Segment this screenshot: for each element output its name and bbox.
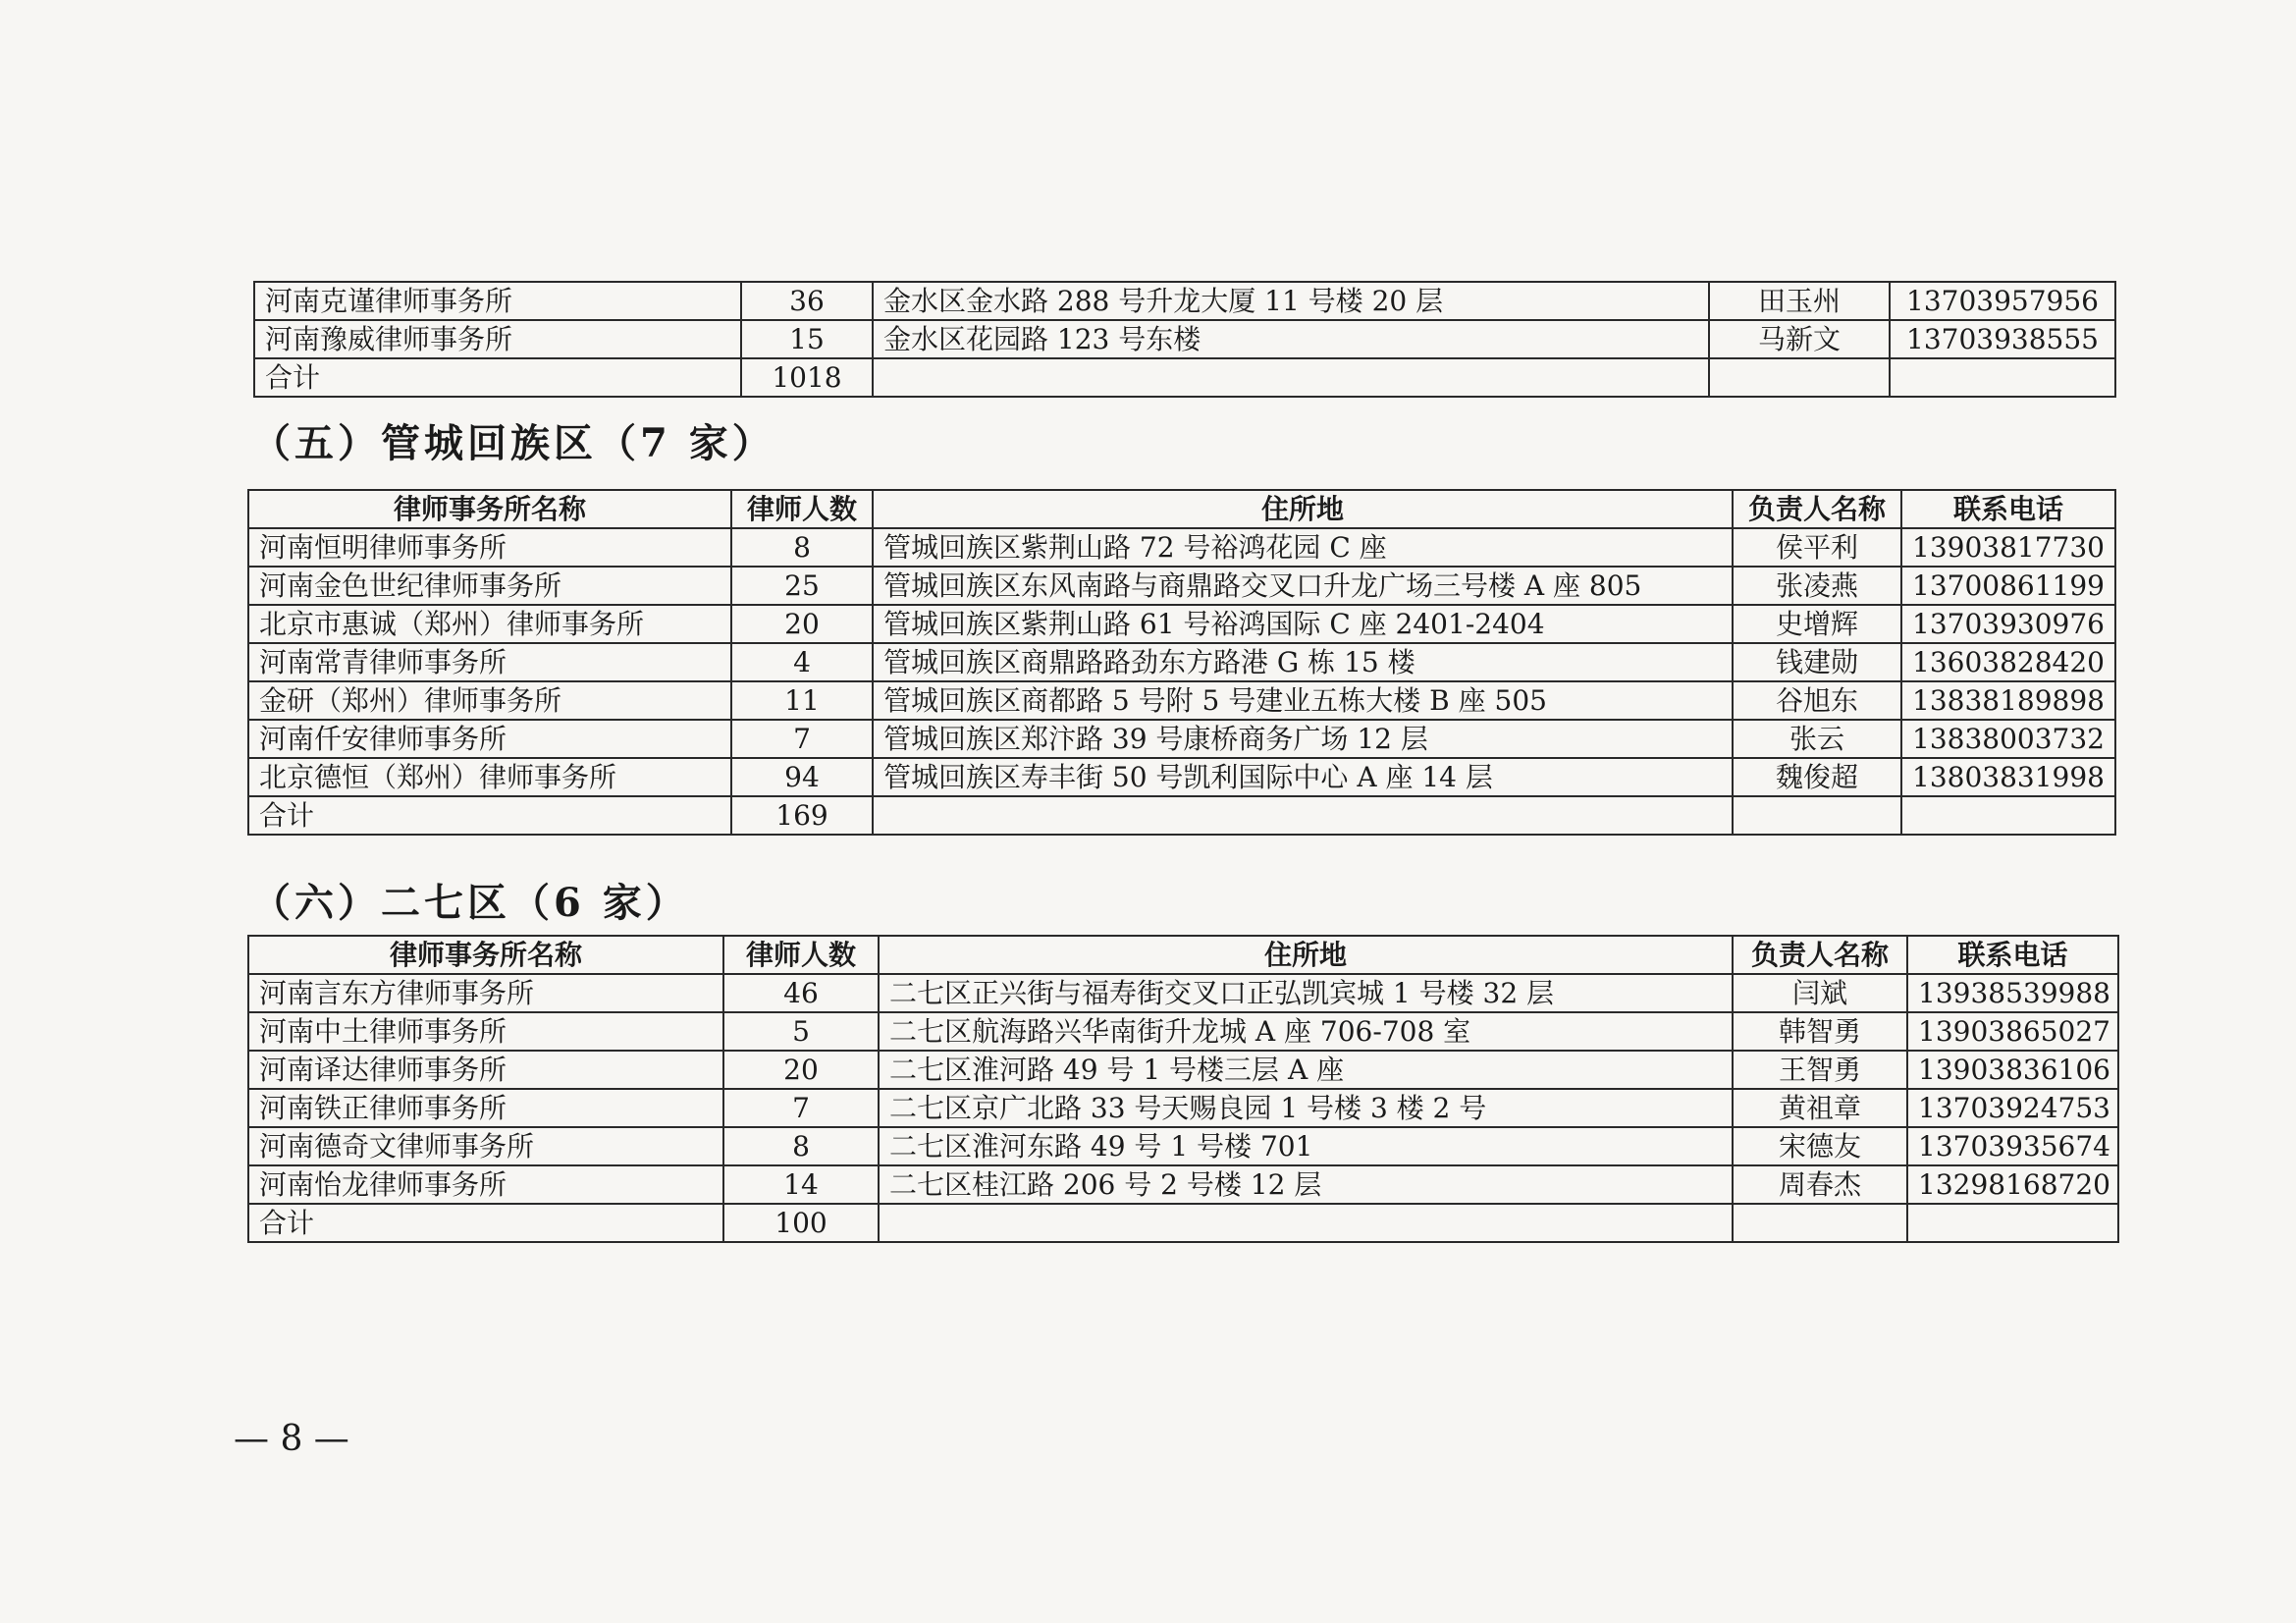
table-row [248,720,2115,758]
address-cell: 管城回族区商鼎路路劲东方路港 G 栋 15 楼 [873,643,1733,681]
address-cell: 管城回族区寿丰街 50 号凯利国际中心 A 座 14 层 [873,758,1733,796]
header-person-in-charge: 负责人名称 [1733,936,1907,974]
lawyer-count-cell: 11 [731,681,873,720]
table-row [248,605,2115,643]
total-count-cell: 100 [723,1204,879,1242]
lawyer-count-cell: 14 [723,1165,879,1204]
firm-name-cell: 河南言东方律师事务所 [248,974,723,1012]
person-in-charge-cell: 田玉州 [1709,282,1890,320]
lawyer-count-cell: 20 [731,605,873,643]
person-in-charge-cell: 钱建勋 [1733,643,1901,681]
header-firm-name: 律师事务所名称 [248,490,731,528]
firm-name-cell: 河南金色世纪律师事务所 [248,567,731,605]
table-row [248,528,2115,567]
total-count-cell: 1018 [741,358,873,397]
header-lawyer-count: 律师人数 [731,490,873,528]
lawyer-count-cell: 36 [741,282,873,320]
person-in-charge-cell: 宋德友 [1733,1127,1907,1165]
address-cell: 管城回族区紫荆山路 72 号裕鸿花园 C 座 [873,528,1733,567]
person-in-charge-cell: 魏俊超 [1733,758,1901,796]
table-row [248,1127,2118,1165]
empty-cell [879,1204,1733,1242]
total-label-cell: 合计 [248,796,731,835]
header-firm-name: 律师事务所名称 [248,936,723,974]
firm-name-cell: 河南克谨律师事务所 [254,282,741,320]
empty-cell [873,358,1709,397]
lawyer-count-cell: 25 [731,567,873,605]
empty-cell [1901,796,2115,835]
phone-cell: 13938539988 [1907,974,2118,1012]
firm-name-cell: 金研（郑州）律师事务所 [248,681,731,720]
phone-cell: 13298168720 [1907,1165,2118,1204]
person-in-charge-cell: 谷旭东 [1733,681,1901,720]
address-cell: 二七区京广北路 33 号天赐良园 1 号楼 3 楼 2 号 [879,1089,1733,1127]
address-cell: 二七区淮河路 49 号 1 号楼三层 A 座 [879,1051,1733,1089]
table-header-row [248,936,2118,974]
address-cell: 二七区正兴街与福寿街交叉口正弘凯宾城 1 号楼 32 层 [879,974,1733,1012]
person-in-charge-cell: 闫斌 [1733,974,1907,1012]
table-row [248,758,2115,796]
lawyer-count-cell: 46 [723,974,879,1012]
phone-cell: 13700861199 [1901,567,2115,605]
phone-cell: 13803831998 [1901,758,2115,796]
table-header-row [248,490,2115,528]
phone-cell: 13838003732 [1901,720,2115,758]
lawfirm-table-erqi [247,935,2119,1243]
phone-cell: 13703924753 [1907,1089,2118,1127]
firm-name-cell: 河南仟安律师事务所 [248,720,731,758]
address-cell: 管城回族区商都路 5 号附 5 号建业五栋大楼 B 座 505 [873,681,1733,720]
phone-cell: 13703935674 [1907,1127,2118,1165]
phone-cell: 13603828420 [1901,643,2115,681]
firm-name-cell: 河南常青律师事务所 [248,643,731,681]
header-address: 住所地 [873,490,1733,528]
lawyer-count-cell: 5 [723,1012,879,1051]
address-cell: 管城回族区紫荆山路 61 号裕鸿国际 C 座 2401-2404 [873,605,1733,643]
header-address: 住所地 [879,936,1733,974]
lawyer-count-cell: 7 [731,720,873,758]
table-row [248,567,2115,605]
table-row [248,1165,2118,1204]
section-heading-erqi: （六）二七区（6 家） [251,880,689,926]
person-in-charge-cell: 黄祖章 [1733,1089,1907,1127]
table-row [248,681,2115,720]
header-phone: 联系电话 [1907,936,2118,974]
phone-cell: 13703930976 [1901,605,2115,643]
firm-name-cell: 河南豫威律师事务所 [254,320,741,358]
table-row [248,974,2118,1012]
person-in-charge-cell: 王智勇 [1733,1051,1907,1089]
table-row [254,282,2115,320]
empty-cell [1733,1204,1907,1242]
address-cell: 管城回族区东风南路与商鼎路交叉口升龙广场三号楼 A 座 805 [873,567,1733,605]
page-number: — 8 — [234,1419,349,1459]
firm-name-cell: 河南恒明律师事务所 [248,528,731,567]
firm-name-cell: 河南铁正律师事务所 [248,1089,723,1127]
lawyer-count-cell: 7 [723,1089,879,1127]
firm-name-cell: 河南德奇文律师事务所 [248,1127,723,1165]
total-count-cell: 169 [731,796,873,835]
phone-cell: 13838189898 [1901,681,2115,720]
lawyer-count-cell: 20 [723,1051,879,1089]
address-cell: 金水区金水路 288 号升龙大厦 11 号楼 20 层 [873,282,1709,320]
empty-cell [1907,1204,2118,1242]
address-cell: 二七区淮河东路 49 号 1 号楼 701 [879,1127,1733,1165]
lawyer-count-cell: 8 [723,1127,879,1165]
phone-cell: 13903836106 [1907,1051,2118,1089]
lawfirm-table-guancheng [247,489,2116,836]
header-lawyer-count: 律师人数 [723,936,879,974]
lawyer-count-cell: 94 [731,758,873,796]
lawyer-count-cell: 4 [731,643,873,681]
person-in-charge-cell: 周春杰 [1733,1165,1907,1204]
total-label-cell: 合计 [248,1204,723,1242]
total-row [254,358,2115,397]
empty-cell [1890,358,2115,397]
header-person-in-charge: 负责人名称 [1733,490,1901,528]
lawyer-count-cell: 8 [731,528,873,567]
section-heading-guancheng: （五）管城回族区（7 家） [251,420,775,466]
table-row [248,1089,2118,1127]
address-cell: 二七区航海路兴华南街升龙城 A 座 706-708 室 [879,1012,1733,1051]
total-row [248,1204,2118,1242]
empty-cell [1733,796,1901,835]
phone-cell: 13703938555 [1890,320,2115,358]
total-row [248,796,2115,835]
table-row [248,1051,2118,1089]
lawyer-count-cell: 15 [741,320,873,358]
address-cell: 管城回族区郑汴路 39 号康桥商务广场 12 层 [873,720,1733,758]
person-in-charge-cell: 马新文 [1709,320,1890,358]
person-in-charge-cell: 韩智勇 [1733,1012,1907,1051]
firm-name-cell: 北京市惠诚（郑州）律师事务所 [248,605,731,643]
person-in-charge-cell: 侯平利 [1733,528,1901,567]
phone-cell: 13703957956 [1890,282,2115,320]
table-row [248,1012,2118,1051]
table-row [254,320,2115,358]
table-row [248,643,2115,681]
person-in-charge-cell: 张云 [1733,720,1901,758]
firm-name-cell: 河南怡龙律师事务所 [248,1165,723,1204]
firm-name-cell: 北京德恒（郑州）律师事务所 [248,758,731,796]
phone-cell: 13903865027 [1907,1012,2118,1051]
empty-cell [873,796,1733,835]
firm-name-cell: 河南中土律师事务所 [248,1012,723,1051]
total-label-cell: 合计 [254,358,741,397]
phone-cell: 13903817730 [1901,528,2115,567]
person-in-charge-cell: 张凌燕 [1733,567,1901,605]
header-phone: 联系电话 [1901,490,2115,528]
lawfirm-table-jinshui-continued [253,281,2116,398]
address-cell: 二七区桂江路 206 号 2 号楼 12 层 [879,1165,1733,1204]
firm-name-cell: 河南译达律师事务所 [248,1051,723,1089]
person-in-charge-cell: 史增辉 [1733,605,1901,643]
address-cell: 金水区花园路 123 号东楼 [873,320,1709,358]
empty-cell [1709,358,1890,397]
